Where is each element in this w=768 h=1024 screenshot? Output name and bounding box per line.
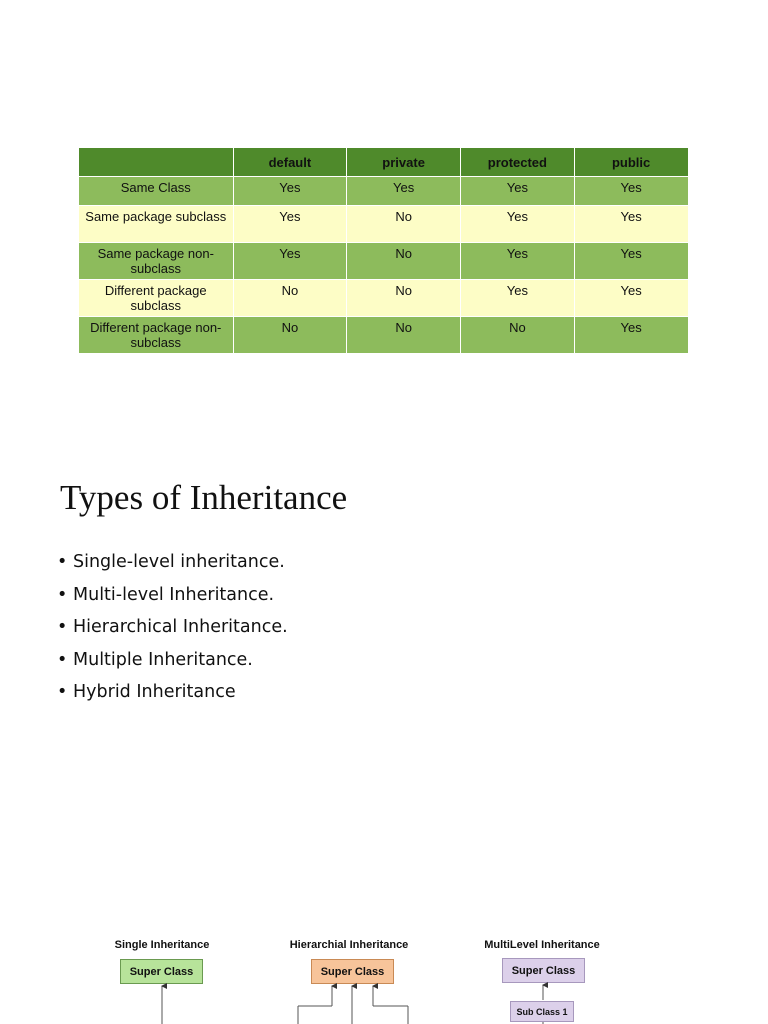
list-item-text: Multiple Inheritance. bbox=[73, 649, 253, 670]
table-cell: Yes bbox=[233, 206, 347, 243]
table-cell: Yes bbox=[461, 177, 575, 206]
list-item-text: Hierarchical Inheritance. bbox=[73, 617, 288, 637]
list-item-text: Multi-level Inheritance. bbox=[73, 584, 275, 605]
table-cell: Yes bbox=[347, 177, 461, 206]
table-cell: Yes bbox=[233, 243, 347, 280]
row-label: Same package subclass bbox=[79, 206, 233, 243]
table-cell: Yes bbox=[461, 243, 575, 280]
table-cell: No bbox=[347, 243, 461, 280]
multilevel-super-class-box: Super Class bbox=[502, 958, 585, 983]
table-cell: Yes bbox=[574, 317, 688, 354]
bullet-icon: • bbox=[57, 584, 68, 605]
bullet-icon: • bbox=[57, 649, 68, 670]
list-item-text: Hybrid Inheritance bbox=[73, 682, 236, 702]
multilevel-sub-class-1-box: Sub Class 1 bbox=[510, 1001, 574, 1022]
table-cell: No bbox=[233, 317, 347, 354]
section-title: Types of Inheritance bbox=[60, 478, 348, 517]
multilevel-inheritance-title: MultiLevel Inheritance bbox=[484, 939, 600, 951]
table-cell: Yes bbox=[233, 177, 347, 206]
header-cell-default: default bbox=[233, 148, 347, 177]
table-cell: Yes bbox=[574, 177, 688, 206]
row-label: Different package subclass bbox=[79, 280, 233, 317]
table-cell: Yes bbox=[461, 280, 575, 317]
hierarchial-super-class-box: Super Class bbox=[311, 959, 394, 984]
bullet-icon: • bbox=[57, 552, 68, 572]
hierarchial-inheritance-title: Hierarchial Inheritance bbox=[289, 939, 409, 951]
bullet-icon: • bbox=[57, 682, 68, 702]
row-label: Different package non-subclass bbox=[79, 317, 233, 354]
table-cell: Yes bbox=[574, 280, 688, 317]
table-cell: No bbox=[233, 280, 347, 317]
table-cell: Yes bbox=[574, 243, 688, 280]
table-cell: No bbox=[347, 206, 461, 243]
row-label: Same Class bbox=[79, 177, 233, 206]
header-cell-protected: protected bbox=[461, 148, 575, 177]
list-item-text: Single-level inheritance. bbox=[73, 552, 285, 572]
table-cell: Yes bbox=[574, 206, 688, 243]
row-label: Same package non-subclass bbox=[79, 243, 233, 280]
table-cell: No bbox=[347, 280, 461, 317]
table-cell: No bbox=[347, 317, 461, 354]
table-cell: Yes bbox=[461, 206, 575, 243]
single-super-class-box: Super Class bbox=[120, 959, 203, 984]
header-cell-public: public bbox=[574, 148, 688, 177]
header-cell-private: private bbox=[347, 148, 461, 177]
bullet-icon: • bbox=[57, 617, 68, 637]
table-cell: No bbox=[461, 317, 575, 354]
single-inheritance-title: Single Inheritance bbox=[114, 939, 210, 951]
